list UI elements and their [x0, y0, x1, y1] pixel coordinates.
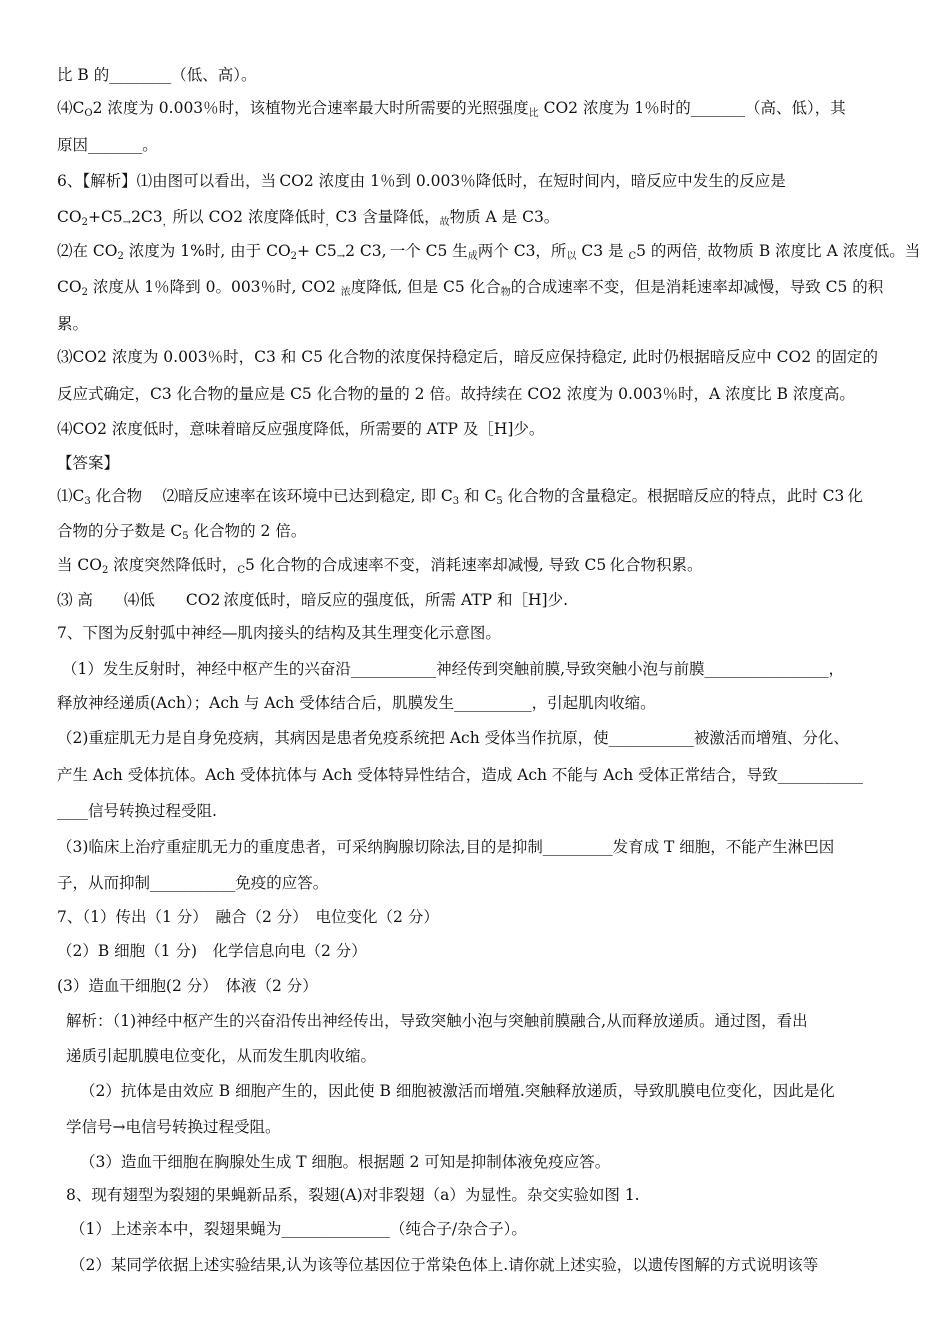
text-line: 比 B 的________（低、高）。	[57, 66, 257, 84]
text-line: 8、现有翅型为裂翅的果蝇新品系，裂翅(A)对非裂翅（a）为显性。杂交实验如图 1.	[66, 1186, 640, 1204]
text-line: （2）某同学依据上述实验结果,认为该等位基因位于常染色体上.请你就上述实验，以遗传图解的方式说明该等	[70, 1256, 819, 1274]
text-line: 累。	[57, 315, 89, 333]
text-line: 子，从而抑制___________免疫的应答。	[57, 874, 329, 892]
text-line: 学信号→电信号转换过程受阻。	[66, 1118, 281, 1136]
answer-line: 7、（1）传出（1 分） 融合（2 分） 电位变化（2 分）	[57, 908, 439, 926]
text-line: ____信号转换过程受阻.	[57, 802, 217, 820]
text-line: ⑴C3 化合物 ⑵暗反应速率在该环境中已达到稳定, 即 C3 和 C5 化合物的含量稳定。根据暗反应的特点，此时 C3 化	[57, 487, 863, 507]
text-line: 7、下图为反射弧中神经—肌肉接头的结构及其生理变化示意图。	[57, 624, 501, 642]
text-line: 释放神经递质(Ach）；Ach 与 Ach 受体结合后，肌膜发生__________，引起肌肉收缩。	[57, 694, 656, 712]
text-line: （1）发生反射时，神经中枢产生的兴奋沿___________神经传到突触前膜,导致突触小泡与前膜________________，	[62, 660, 845, 678]
text-line: 递质引起肌膜电位变化，从而发生肌肉收缩。	[66, 1047, 377, 1065]
section-heading: 【答案】	[57, 454, 120, 472]
text-line: 反应式确定，C3 化合物的量应是 C5 化合物的量的 2 倍。故持续在 CO2 浓度为 0.003％时，A 浓度比 B 浓度高。	[57, 385, 855, 403]
text-line: 6、【解析】⑴由图可以看出，当 CO2 浓度由 1％到 0.003％降低时，在短时间内，暗反应中发生的反应是	[57, 172, 786, 190]
text-line: （1）上述亲本中，裂翅果蝇为______________（纯合子/杂合子）。	[70, 1220, 527, 1238]
text-line: （3）造血干细胞在胸腺处生成 T 细胞。根据题 2 可知是抑制体液免疫应答。	[80, 1153, 611, 1171]
answer-line: （2）B 细胞（1 分) 化学信息向电（2 分）	[57, 942, 367, 960]
text-line: CO2+C5→2C3，所以 CO2 浓度降低时，C3 含量降低，故物质 A 是 C3。	[57, 208, 560, 228]
text-line: （2)重症肌无力是自身免疫病，其病因是患者免疫系统把 Ach 受体当作抗原，使___________被激活而增殖、分化、	[57, 729, 849, 747]
text-line: ⑶ 高 ⑷低 CO2 浓度低时，暗反应的强度低，所需 ATP 和［H]少.	[57, 591, 569, 609]
text-line: ⑷CO2 浓度为 0.003％时，该植物光合速率最大时所需要的光照强度比 CO2 浓度为 1％时的_______（高、低），其	[57, 99, 846, 119]
text-line: 当 CO2 浓度突然降低时，C5 化合物的合成速率不变，消耗速率却减慢, 导致 C5 化合物积累。	[57, 556, 703, 576]
text-line: （3)临床上治疗重症肌无力的重度患者，可采纳胸腺切除法,目的是抑制_________发育成 T 细胞，不能产生淋巴因	[57, 838, 835, 856]
text-line: 合物的分子数是 C5 化合物的 2 倍。	[57, 522, 307, 542]
text-line: （2）抗体是由效应 B 细胞产生的，因此使 B 细胞被激活而增殖.突触释放递质，导致肌膜电位变化，因此是化	[80, 1082, 835, 1100]
text-line: 原因_______。	[57, 136, 158, 154]
text-line: ⑶CO2 浓度为 0.003％时，C3 和 C5 化合物的浓度保持稳定后，暗反应保持稳定, 此时仍根据暗反应中 CO2 的固定的	[57, 348, 879, 366]
text-line: ⑵在 CO2 浓度为 1%时, 由于 CO2+ C5→2 C3, 一个 C5 生成两个 C3，所以 C3 是 C5 的两倍，故物质 B 浓度比 A 浓度低。当	[57, 242, 921, 262]
answer-line: (3）造血干细胞(2 分） 体液（2 分）	[57, 977, 318, 995]
text-line: 解析：（1)神经中枢产生的兴奋沿传出神经传出，导致突触小泡与突触前膜融合,从而释放递质。通过图，看出	[66, 1012, 808, 1030]
text-line: 产生 Ach 受体抗体。Ach 受体抗体与 Ach 受体特异性结合，造成 Ach 不能与 Ach 受体正常结合，导致___________	[57, 766, 863, 784]
text-line: ⑷CO2 浓度低时，意味着暗反应强度降低，所需要的 ATP 及［H]少。	[57, 420, 545, 438]
text-line: CO2 浓度从 1％降到 0。003％时, CO2 浓度降低, 但是 C5 化合物的合成速率不变，但是消耗速率却减慢，导致 C5 的积	[57, 278, 884, 298]
